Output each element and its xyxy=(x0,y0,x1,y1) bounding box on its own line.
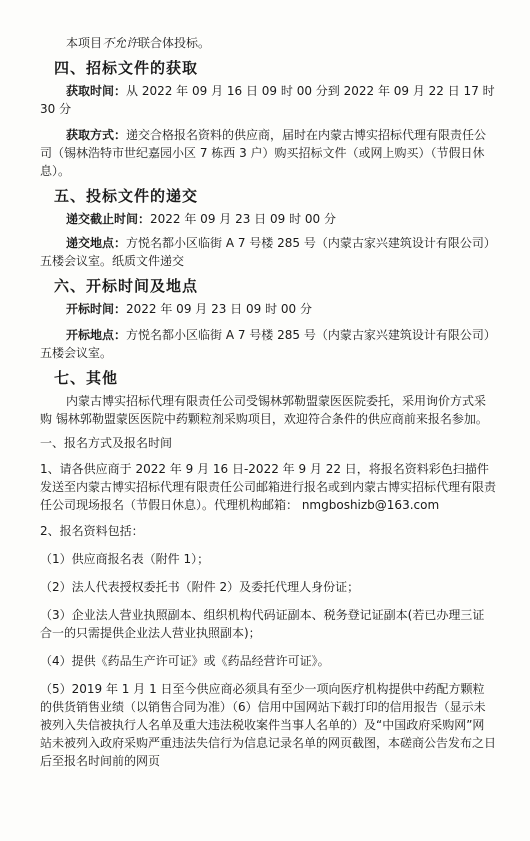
material-item: （4）提供《药品生产许可证》或《药品经营许可证》。 xyxy=(40,654,330,668)
section-7-heading: 七、其他 xyxy=(54,369,119,387)
other-intro: 内蒙古博实招标代理有限责任公司受锡林郭勒盟蒙医医院委托，采用询价方式采购 锡林郭勒盟蒙医医院中药颗粒剂采购项目，欢迎符合条件的供应商前来报名参加。 xyxy=(40,394,488,426)
emphasis-text: 不允许 xyxy=(102,36,139,50)
acquire-method: 获取方式：递交合格报名资料的供应商，届时在内蒙古博实招标代理有限责任公司（锡林浩特市世纪嘉园小区 7 栋西 3 户）购买招标文件（或网上购买）（节假日休息）。 xyxy=(40,128,487,178)
submit-deadline: 递交截止时间：2022 年 09 月 23 日 09 时 00 分 xyxy=(66,212,336,226)
opening-place: 开标地点：方悦名都小区临街 A 7 号楼 285 号（内蒙古家兴建筑设计有限公司）五楼会议室。 xyxy=(40,328,496,360)
material-item: （5）2019 年 1 月 1 日至今供应商必须具有至少一项向医疗机构提供中药配方颗粒的供货销售业绩（以销售合同为准）（6）信用中国网站下载打印的信用报告（显示未被列入失信被执行人名单及重大违法税收案件当事人名单的）及“中国政府采购网”网站未被列入政府采购严重违法失信行为信息记录名单的网页截图，本磋商公告发布之日后至报名时间前的网页 xyxy=(40,682,497,768)
material-item: （1）供应商报名表（附件 1）； xyxy=(40,552,210,566)
submit-place: 递交地点：方悦名都小区临街 A 7 号楼 285 号（内蒙古家兴建筑设计有限公司）五楼会议室。纸质文件递交 xyxy=(40,236,496,268)
materials-subheading: 2、报名资料包括： xyxy=(40,524,144,538)
material-item: （3）企业法人营业执照副本、组织机构代码证副本、税务登记证副本(若已办理三证合一的只需提供企业法人营业执照副本)； xyxy=(40,608,485,640)
registration-subheading: 一、报名方式及报名时间 xyxy=(40,436,173,450)
material-item: （2）法人代表授权委托书（附件 2）及委托代理人身份证； xyxy=(40,580,360,594)
section-5-heading: 五、投标文件的递交 xyxy=(54,187,199,205)
opening-time: 开标时间：2022 年 09 月 23 日 09 时 00 分 xyxy=(66,302,312,316)
section-4-heading: 四、招标文件的获取 xyxy=(54,59,199,77)
section-6-heading: 六、开标时间及地点 xyxy=(54,277,199,295)
registration-item-1: 1、请各供应商于 2022 年 9 月 16 日-2022 年 9 月 22 日，将报名资料彩色扫描件发送至内蒙古博实招标代理有限责任公司邮箱进行报名或到内蒙古博实招标代理有限责任公司现场报名（节假日休息）。代理机构邮箱： nmgboshizb@163.com xyxy=(40,462,497,512)
consortium-note: 本项目不允许联合体投标。 xyxy=(66,36,211,50)
acquire-time: 获取时间：从 2022 年 09 月 16 日 09 时 00 分到 2022 年 09 月 22 日 17 时 30 分 xyxy=(40,84,495,116)
